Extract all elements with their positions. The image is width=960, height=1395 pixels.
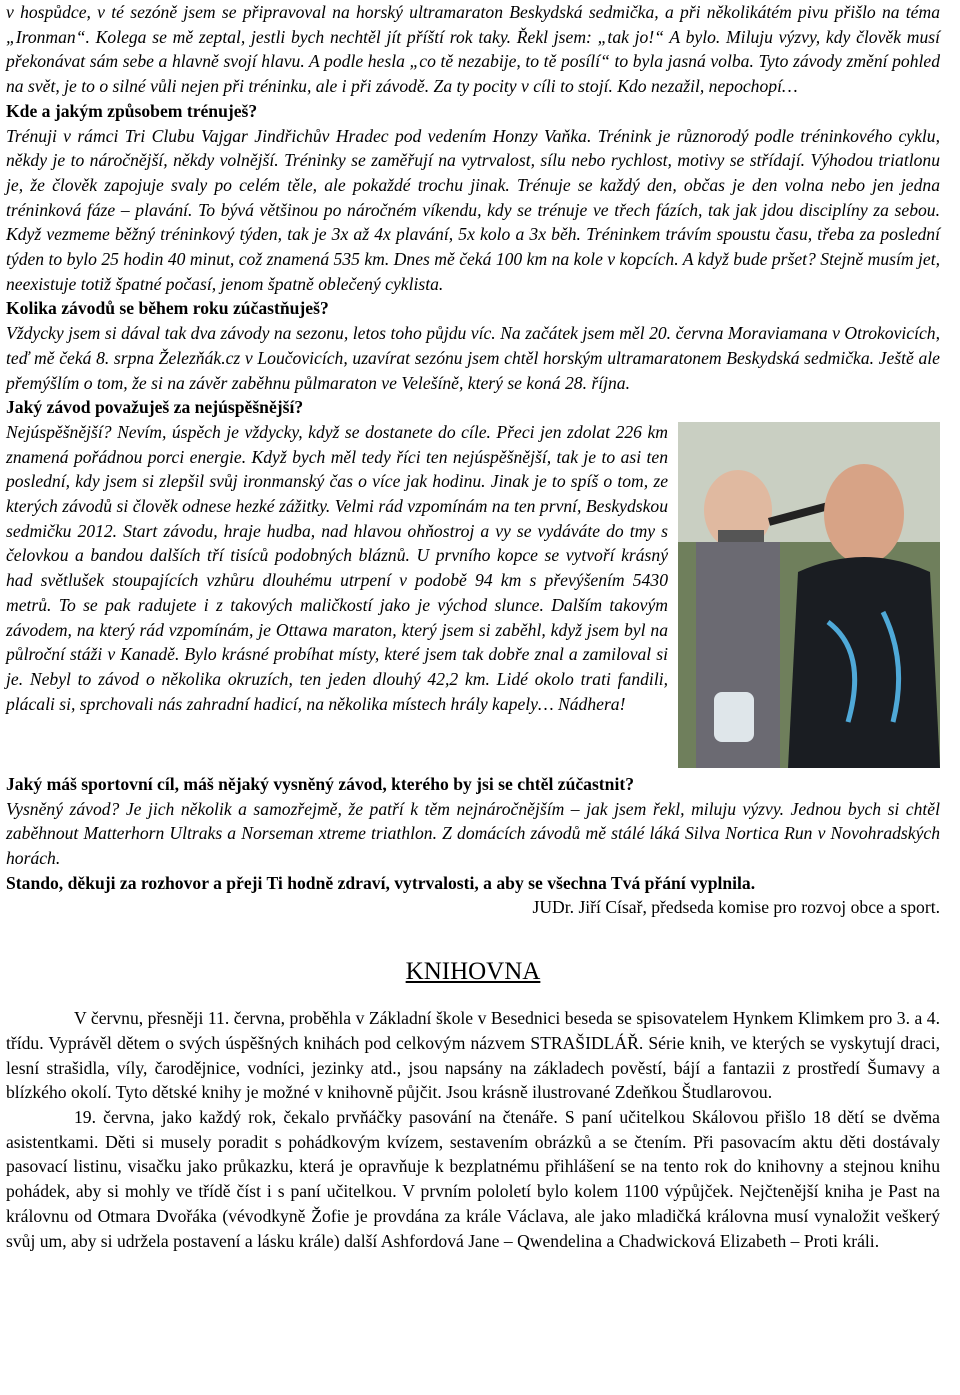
answer-dream-race: Vysněný závod? Je jich několik a samozřejmě, že patří k těm nejnáročnějším – jak jsem řekl, miluju výzvy. Jednou bych si chtěl zaběhnout Matterhorn Ultraks a Norseman xtreme triathlon. Z domácích závodů mě stálé láká Silva Nortica Run v Novohradských horách. xyxy=(6,798,940,869)
question-races-count: Kolika závodů se během roku zúčastňuješ? xyxy=(6,298,329,319)
question-most-successful: Jaký závod považuješ za nejúspěšnější? xyxy=(6,397,304,418)
library-title: KNIHOVNA xyxy=(405,958,541,986)
library-paragraph-1: V červnu, přesněji 11. června, proběhla v Základní škole v Besednici beseda se spisovatelem Hynkem Klimkem pro 3. a 4. třídu. Vyprávěl dětem o svých úspěšných knihách pod celkovým názvem STRAŠIDLÁŘ. Série knih, ve kterých se vyskytují draci, lesní strašidla, víly, čarodějnice, vodníci, jezinky atd., jsou napsány na základech pověstí, bájí a fantazii z prostředí Šumavy a blízkého okolí. Tyto dětské knihy je možné v knihovně půjčit. Jsou krásně ilustrované Zdeňkou Študlarovou. xyxy=(6,1008,940,1103)
question-training: Kde a jakým způsobem trénuješ? xyxy=(6,100,258,121)
page xyxy=(6,0,940,1253)
library-paragraph-2: 19. června, jako každý rok, čekalo prvňáčky pasování na čtenáře. S paní učitelkou Skálovou přišlo 18 dětí se dvěma asistentkami. Děti si musely poradit s pohádkovým kvízem, sestavením obrázků a se čtením. Při pasovacím aktu děti dostávaly pasovací listinu, visačku jako průkazku, která je opravňuje k bezplatnému přihlášení se na tento rok do knihovny a stejnou knihu pohádek, aby si mohly ve třídě číst i s paní učitelkou. V prvním pololetí bylo kolem 1100 výpůjček. Nejčtenější kniha je Past na královnu od Otmara Dvořáka (vévodkyně Žofie je provdána za krále Václava, ale jako mladičká královna musí vynaložit veškerý svůj um, aby si udržela postavení a lásku krále) další Ashfordová Jane – Qwendelina a Chadwicková Elizabeth – Proti králi. xyxy=(6,1106,940,1251)
interview-photo xyxy=(678,422,940,768)
answer-training: Trénuji v rámci Tri Clubu Vajgar Jindřichův Hradec pod vedením Honzy Vaňka. Trénink je různorodý podle tréninkového cyklu, někdy je to náročnější, někdy volnější. Tréninky se zaměřují na vytrvalost, sílu nebo rychlost, motivy se střídají. Výhodou triatlonu je, že člověk zapojuje svaly po celém těle, ale pokaždé trochu jinak. Trénuje se každý den, občas je den volna nebo jen jedna tréninková fáze – plavání. To bývá většinou po náročném víkendu, kdy se trénuje ve třech fázích, tak jak jdou disciplíny za sebou. Když vezmeme běžný tréninkový týden, tak je 3x až 4x plavání, 5x kolo a 3x běh. Tréninkem trávím spoustu času, třeba za poslední týden to bylo 25 hodin 40 minut, což znamená 535 km. Dnes mě čeká 100 km na kole v kopcích. A když bude pršet? Stejně musím jet, neexistuje totiž špatné počasí, jenom špatně oblečený cyklista. xyxy=(6,125,940,294)
library-heading xyxy=(6,958,940,986)
interview-signature: JUDr. Jiří Císař, předseda komise pro rozvoj obce a sport. xyxy=(532,897,940,918)
interview-closing: Stando, děkuji za rozhovor a přeji Ti hodně zdraví, vytrvalosti, a aby se všechna Tvá přání vyplnila. xyxy=(6,872,756,893)
answer-races-count: Vždycky jsem si dával tak dva závody na sezonu, letos toho půjdu víc. Na začátek jsem měl 20. června Moraviamana v Otrokovicích, teď mě čeká 8. srpna Železňák.cz v Loučovicích, uzavírat sezónu jsem chtěl horským ultramaratonem Beskydská sedmička. Ještě ale přemýšlím o tom, že si na závěr zaběhnu půlmaraton ve Velešíně, který se koná 28. října. xyxy=(6,323,940,393)
answer-most-successful: Nejúspěšnější? Nevím, úspěch je vždycky, když se dostanete do cíle. Přeci jen zdolat 226 km znamená pořádnou porci energie. Když bych měl tedy říci ten nejúspěšnější, tak je to asi ten poslední, kdy jsem si zlepšil svůj ironmanský čas o více jak hodinu. Jinak je to spíš o tom, ze kterých závodů si člověk odnese hezké zážitky. Velmi rád vzpomínám na ten první, Beskydskou sedmičku 2012. Start závodu, hraje hudba, nad hlavou ohňostroj a vy se vydáváte do tmy s čelovkou a bandou dalších tří tisíců podobných bláznů. U prvního kopce se vytvoří krásný had světlušek stoupajících vzhůru dlouhému utrpení v podobě 94 km s převýšením 5430 metrů. To se pak radujete i z takových maličkostí jako je východ slunce. Dalším takovým závodem, na který rád vzpomínám, je Ottawa maraton, který jsem si zaběhl, když jsem byl na půlroční stáži v Kanadě. Bylo krásné probíhat místy, které jsem tak dobře znal a zamiloval si je. Nebyl to závod o několika okruzích, ten jeden dlouhý 42,2 km. Lidé okolo trati fandili, plácali si, sprchovali nás zahradní hadicí, na několika místech hrály kapely… Nádhera! xyxy=(6,421,668,714)
photo-illustration xyxy=(678,422,940,768)
interview-intro: v hospůdce, v té sezóně jsem se připravoval na horský ultramaraton Beskydská sedmička, a při několikátém pivu přišlo na téma „Ironman“. Kolega se mě zeptal, jestli bych nechtěl jít příští rok taky. Řekl jsem: „tak jo!“ A bylo. Miluju výzvy, kdy člověk musí překonávat sám sebe a hlavně svojí hlavu. A podle hesla „co tě nezabije, to tě posílí“ to byla jasná volba. Tyto závody změní pohled na svět, je to o silné vůli nejen při tréninku, ale i při závodě. Za ty pocity v cíli to stojí. Kdo nezažil, nepochopí… xyxy=(6,2,940,97)
question-dream-race: Jaký máš sportovní cíl, máš nějaký vysněný závod, kterého by jsi se chtěl zúčastnit? xyxy=(6,773,634,794)
